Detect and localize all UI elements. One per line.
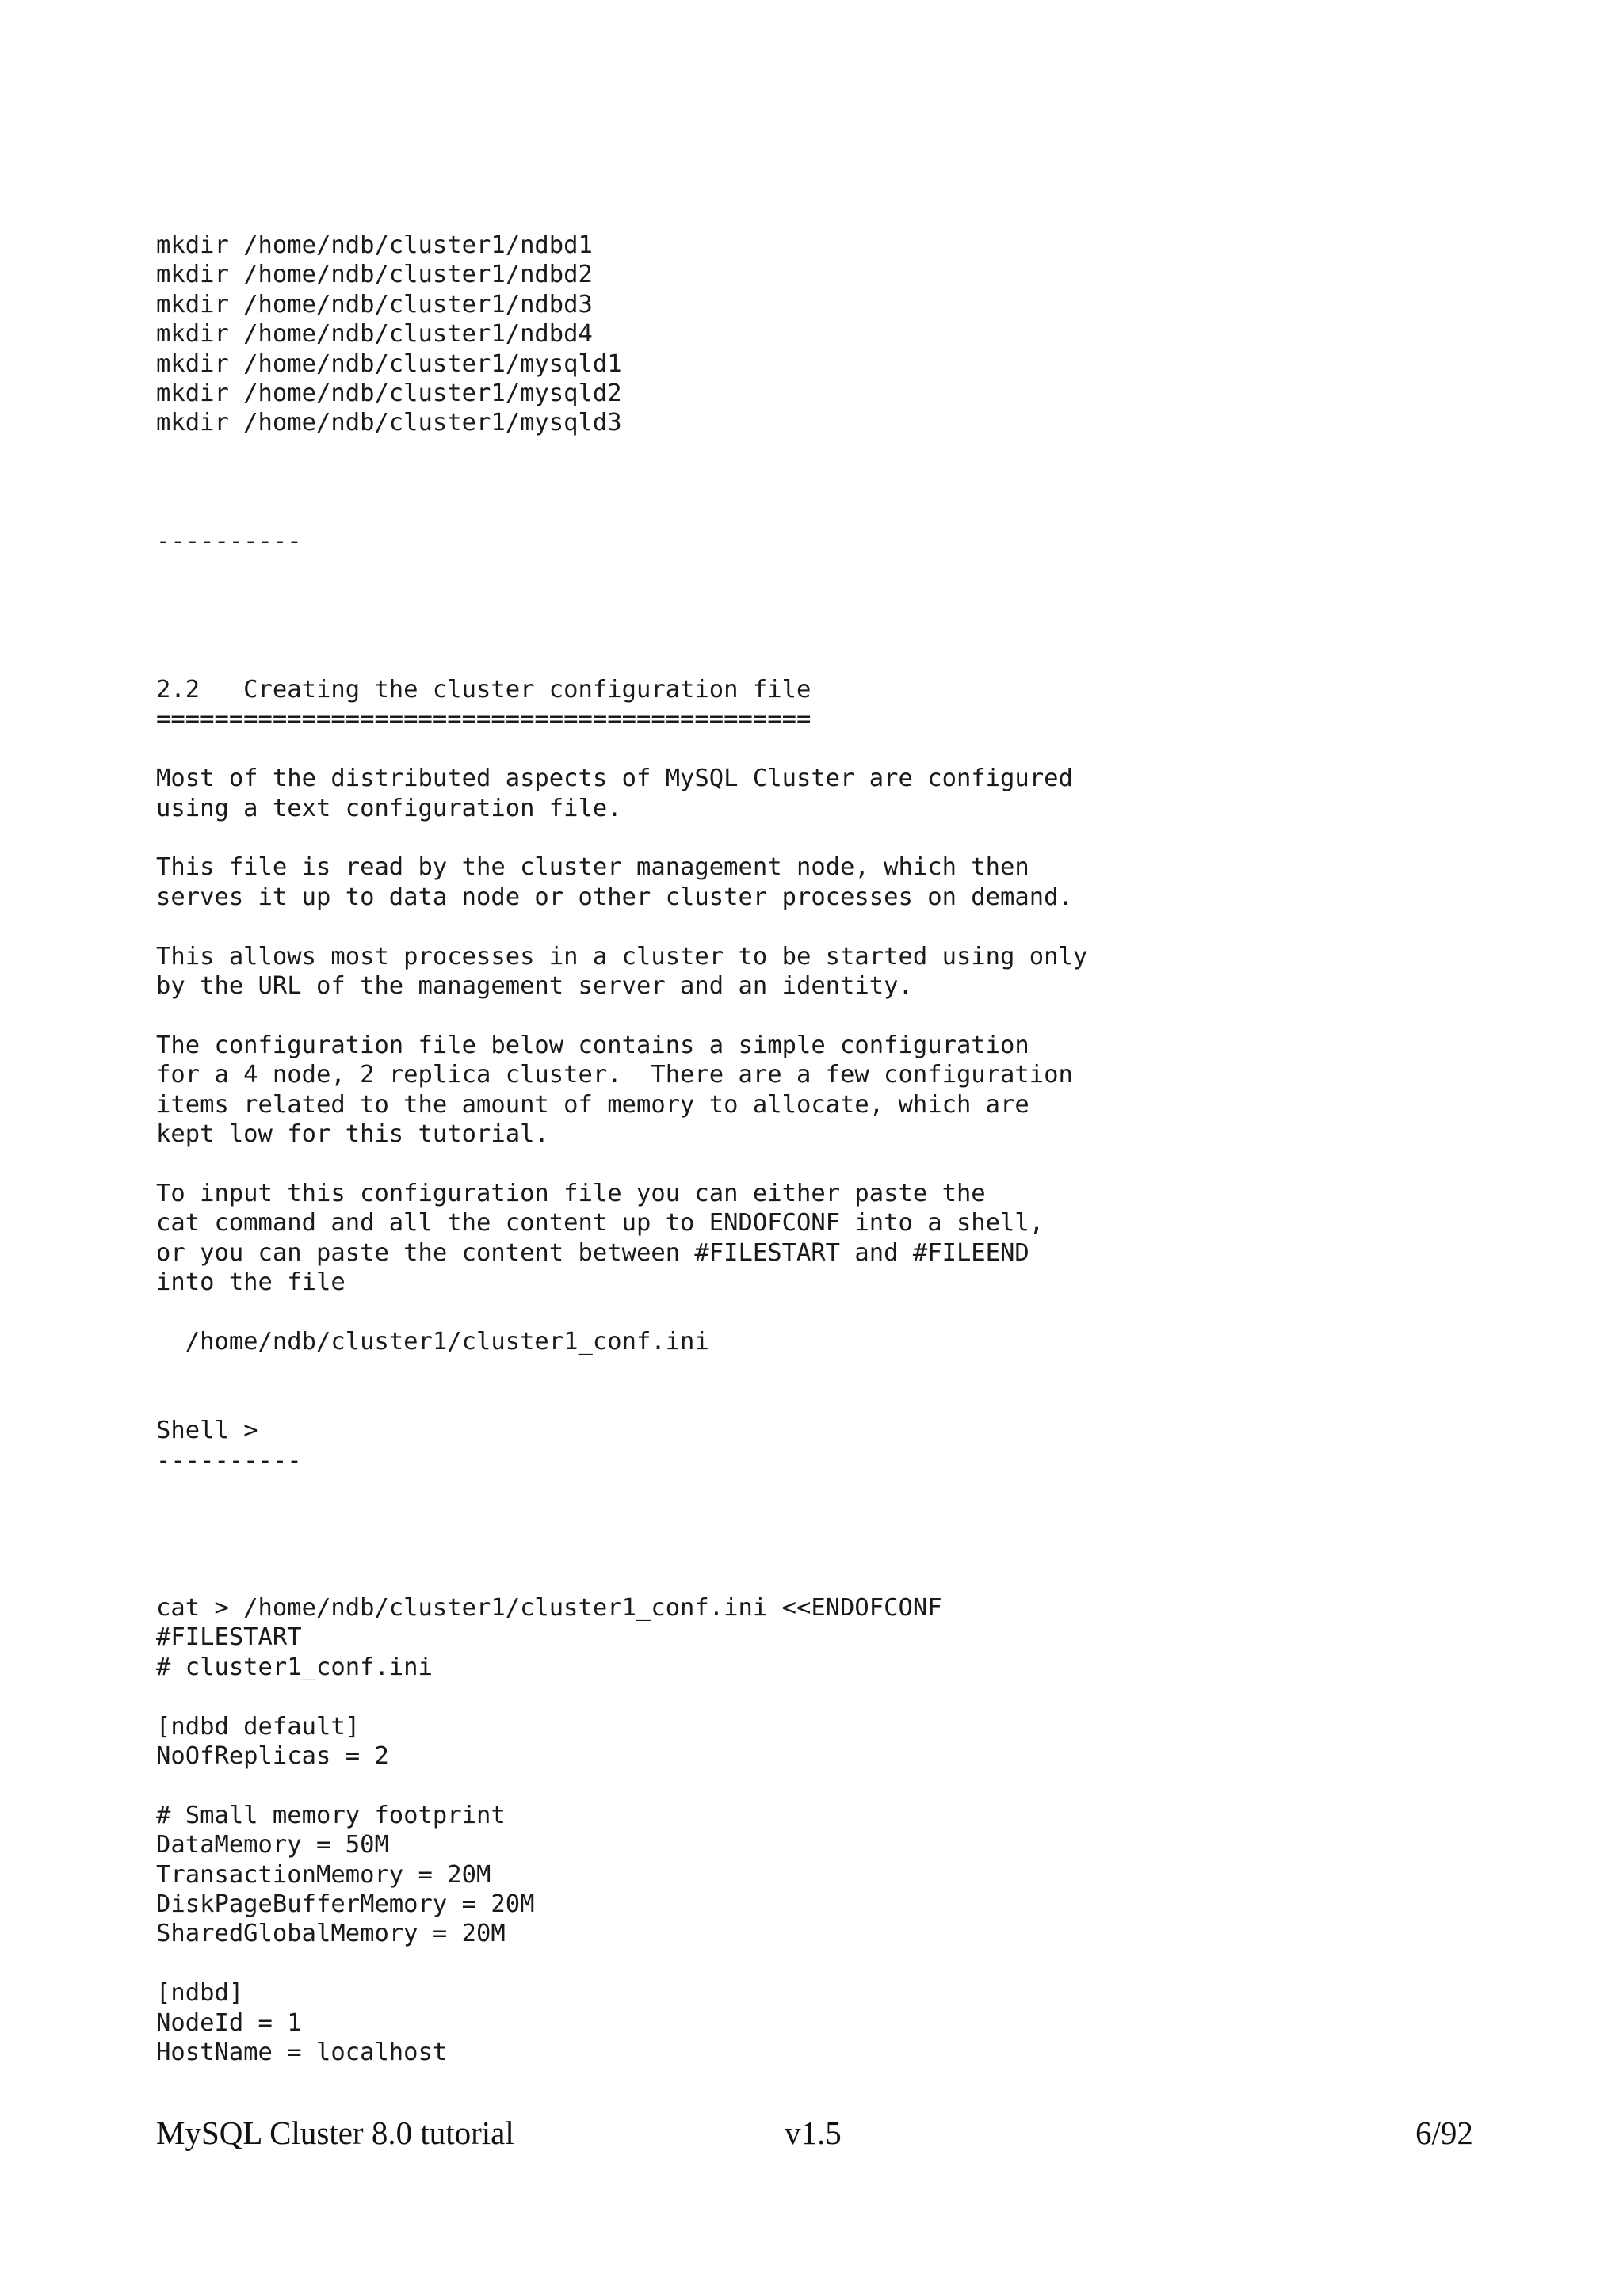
separator-line: ---------- — [156, 528, 302, 555]
config-file-code-block: cat > /home/ndb/cluster1/cluster1_conf.ini <<ENDOFCONF #FILESTART # cluster1_conf.ini [ndbd default] NoOfReplicas = 2 # Small memory footprint DataMemory = 50M TransactionMemory = 20M DiskPageBufferMemory = 20M SharedGlobalMemory = 20M [ndbd] NodeId = 1 HostName = localhost — [156, 1594, 942, 2067]
footer-version: v1.5 — [785, 2115, 842, 2151]
footer-page-number: 6/92 — [1415, 2115, 1473, 2151]
section-2-2-text: 2.2 Creating the cluster configuration file ============================================= Most of the distributed aspects of MySQL Cluster are configured using a text configuration file. This file is read by the cluster management node, which then serves it up to data node or other cluster processes on demand. This allows most processes in a cluster to be started using only by the URL of the management server and an identity. The configuration file below contains a simple configuration for a 4 node, 2 replica cluster. There are a few configuration items related to the amount of memory to allocate, which are kept low for this tutorial. To input this configuration file you can either paste the cat command and all the content up to ENDOFCONF into a shell, or you can paste the content between #FILESTART and #FILEEND into the file /home/ndb/cluster1/cluster1_conf.ini Shell > ---------- — [156, 676, 1088, 1474]
mkdir-commands-block: mkdir /home/ndb/cluster1/ndbd1 mkdir /home/ndb/cluster1/ndbd2 mkdir /home/ndb/cluster1/ndbd3 mkdir /home/ndb/cluster1/ndbd4 mkdir /home/ndb/cluster1/mysqld1 mkdir /home/ndb/cluster1/mysqld2 mkdir /home/ndb/cluster1/mysqld3 — [156, 231, 622, 437]
footer-document-title: MySQL Cluster 8.0 tutorial — [156, 2115, 514, 2151]
